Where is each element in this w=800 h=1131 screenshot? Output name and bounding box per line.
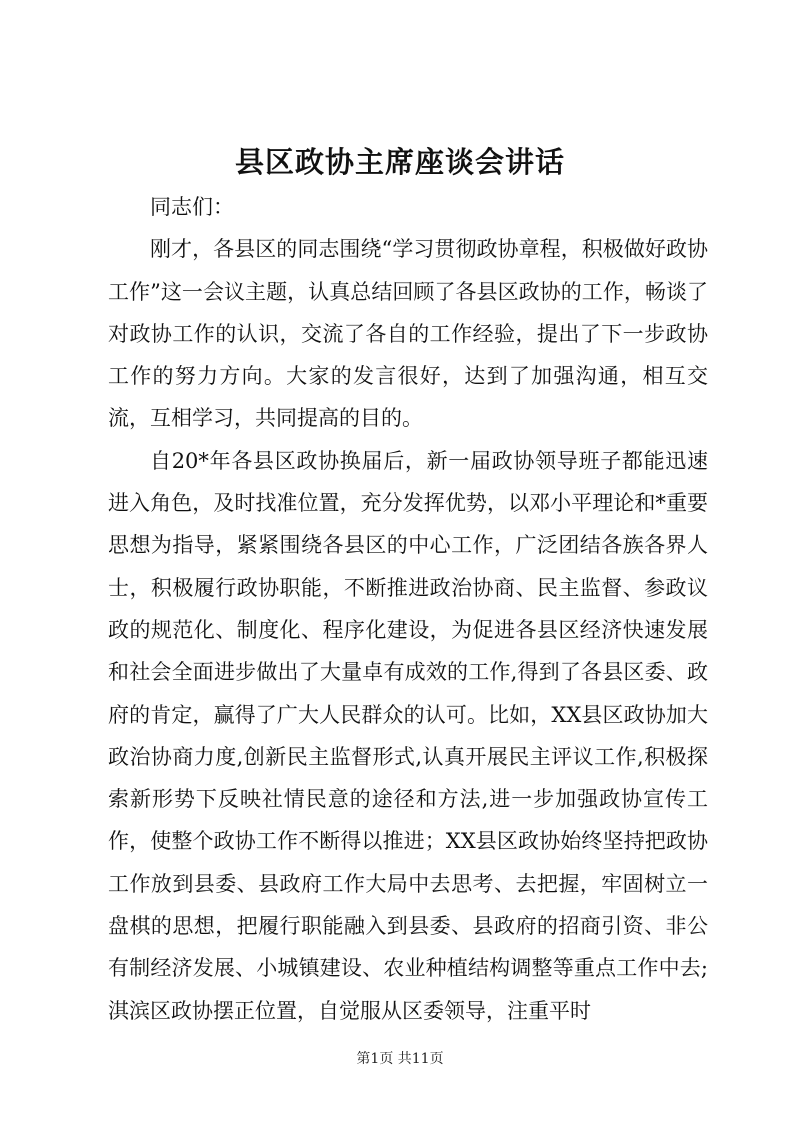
- paragraph-1: 刚才，各县区的同志围绕“学习贯彻政协章程，积极做好政协工作”这一会议主题，认真总结回顾了各县区政协的工作，畅谈了对政协工作的认识，交流了各自的工作经验，提出了下一步政协工作的努力方向。大家的发言很好，达到了加强沟通，相互交流，互相学习，共同提高的目的。: [108, 237, 708, 431]
- document-body: [108, 186, 708, 1032]
- page-number-footer: 第1页 共11页: [356, 1051, 444, 1067]
- document-title: 县区政协主席座谈会讲话: [234, 145, 565, 179]
- greeting: 同志们：: [150, 195, 234, 219]
- paragraph-2: 自20*年各县区政协换届后，新一届政协领导班子都能迅速进入角色，及时找准位置，充分发挥优势，以邓小平理论和*重要思想为指导，紧紧围绕各县区的中心工作，广泛团结各族各界人士，积极履行政协职能，不断推进政治协商、民主监督、参政议政的规范化、制度化、程序化建设，为促进各县区经济快速发展和社会全面进步做出了大量卓有成效的工作,得到了各县区委、政府的肯定，赢得了广大人民群众的认可。比如，XX县区政协加大政治协商力度,创新民主监督形式,认真开展民主评议工作,积极探索新形势下反映社情民意的途径和方法,进一步加强政协宣传工作，使整个政协工作不断得以推进；XX县区政协始终坚持把政协工作放到县委、县政府工作大局中去思考、去把握，牢固树立一盘棋的思想，把履行职能融入到县委、县政府的招商引资、非公有制经济发展、小城镇建设、农业种植结构调整等重点工作中去;淇滨区政协摆正位置，自觉服从区委领导，注重平时: [108, 448, 708, 1023]
